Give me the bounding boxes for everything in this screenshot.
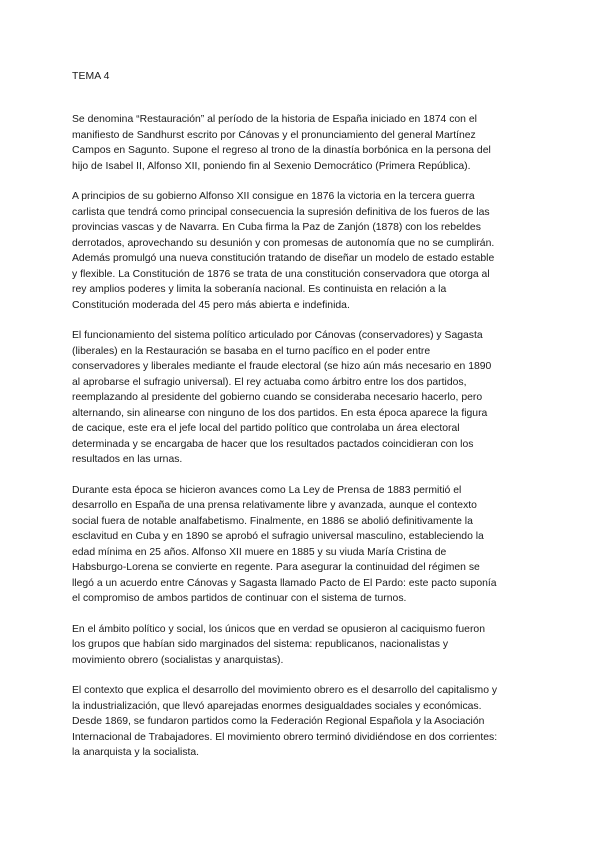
paragraph-movimiento-obrero	[72, 683, 528, 761]
text-line: Además promulgó una nueva constitución tratando de diseñar un modelo de estado estable	[72, 253, 495, 264]
text-line: Desde 1869, se fundaron partidos como la Federación Regional Española y la Asociación	[72, 716, 485, 727]
paragraph-sistema-politico	[72, 328, 528, 468]
paragraph-oposicion	[72, 622, 528, 669]
text-line: El contexto que explica el desarrollo del movimiento obrero es el desarrollo del capitalismo y	[72, 685, 498, 696]
text-line: resultados en las urnas.	[72, 454, 183, 465]
text-line: reemplazando al presidente del gobierno cuando se consideraba necesario hacerlo, pero	[72, 392, 483, 403]
text-line: los grupos que habían sido marginados del sistema: republicanos, nacionalistas y	[72, 639, 449, 650]
text-line: la anarquista y la socialista.	[72, 747, 200, 758]
text-line: El funcionamiento del sistema político articulado por Cánovas (conservadores) y Sagasta	[72, 330, 483, 341]
text-line: al aprobarse el sufragio universal). El rey actuaba como árbitro entre los dos partidos,	[72, 376, 467, 388]
text-line: Constitución moderada del 45 pero más abierta e indefinida.	[72, 299, 350, 311]
paragraph-alfonso-xii	[72, 189, 528, 313]
document-title: TEMA 4	[72, 71, 110, 82]
text-line: Se denomina “Restauración” al período de la historia de España iniciado en 1874 con el	[72, 114, 477, 125]
text-line: A principios de su gobierno Alfonso XII consigue en 1876 la victoria en la tercera guerra	[72, 191, 475, 202]
text-line: carlista que tendrá como principal consecuencia la supresión definitiva de los fueros de las	[72, 206, 490, 218]
text-line: esclavitud en Cuba y en 1890 se aprobó el sufragio universal masculino, estableciendo la	[72, 531, 484, 542]
text-line: (liberales) en la Restauración se basaba en el turno pacífico en el poder entre	[72, 345, 431, 357]
text-line: Campos en Sagunto. Supone el regreso al trono de la dinastía borbónica en la persona del	[72, 145, 491, 156]
text-line: determinada y se encargaba de hacer que los resultados pactados coincidieran con los	[72, 438, 474, 450]
text-line: edad mínima en 25 años. Alfonso XII muere en 1885 y su viuda María Cristina de	[72, 546, 447, 558]
text-line: manifiesto de Sandhurst escrito por Cánovas y el pronunciamiento del general Martínez	[72, 129, 476, 141]
text-line: hijo de Isabel II, Alfonso XII, poniendo fin al Sexenio Democrático (Primera República).	[72, 160, 471, 172]
text-line: provincias vascas y de Navarra. En Cuba firma la Paz de Zanjón (1878) con los rebeldes	[72, 222, 481, 233]
text-line: la industrialización, que llevó aparejadas enormes desigualdades sociales y económicas.	[72, 700, 482, 712]
text-line: llegó a un acuerdo entre Cánovas y Sagasta llamado Pacto de El Pardo: este pacto suponía	[72, 577, 497, 589]
text-line: movimiento obrero (socialistas y anarquistas).	[72, 654, 284, 666]
text-line: rey amplios poderes y limita la soberanía nacional. Es continuista en relación a la	[72, 284, 447, 295]
text-line: y flexible. La Constitución de 1876 se trata de una constitución conservadora que otorga al	[72, 268, 490, 280]
text-line: En el ámbito político y social, los únicos que en verdad se opusieron al caciquismo fueron	[72, 623, 485, 635]
text-line: de cacique, este era el jefe local del partido político que controlaba un área electoral	[72, 423, 460, 434]
text-line: Internacional de Trabajadores. El movimiento obrero terminó dividiéndose en dos corrientes:	[72, 731, 498, 743]
text-line: Habsburgo-Lorena se convierte en regente. Para asegurar la continuidad del régimen se	[72, 562, 480, 573]
text-line: alternando, sin alinearse con ninguno de los dos partidos. En esta época aparece la figura	[72, 407, 488, 419]
text-line: derrotados, aprovechando su desunión y con promesas de autonomía que no se cumplirán.	[72, 237, 495, 249]
paragraph-restauracion	[72, 112, 528, 174]
paragraph-avances	[72, 483, 528, 607]
text-line: el compromiso de ambos partidos de continuar con el sistema de turnos.	[72, 593, 407, 604]
document-page	[72, 70, 528, 776]
text-line: social fuera de notable analfabetismo. Finalmente, en 1886 se abolió definitivamente la	[72, 515, 473, 527]
text-line: Durante esta época se hicieron avances como La Ley de Prensa de 1883 permitió el	[72, 484, 462, 496]
text-line: desarrollo en España de una prensa relativamente libre y avanzada, aunque el contexto	[72, 500, 477, 511]
text-line: conservadores y liberales mediante el fraude electoral (se hizo aún más necesario en 1890	[72, 361, 492, 372]
